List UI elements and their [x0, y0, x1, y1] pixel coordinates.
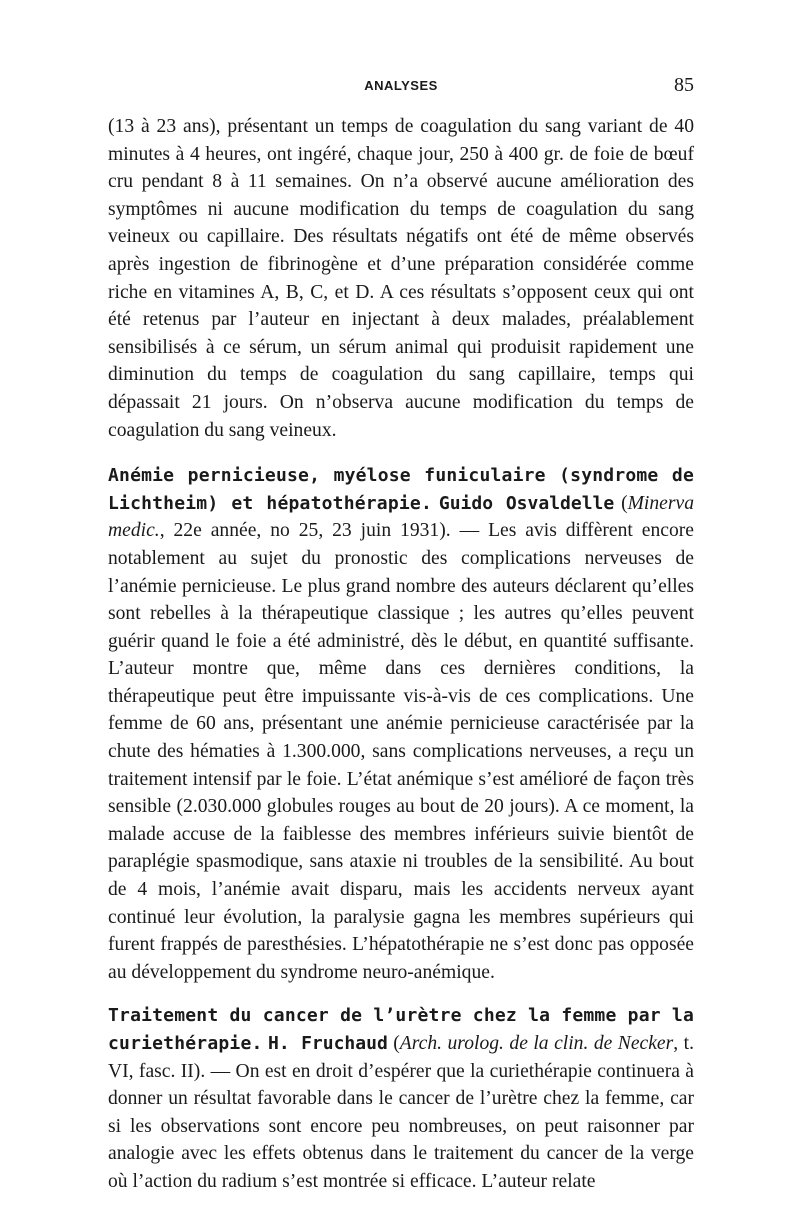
article-source: Minerva medic. [108, 492, 694, 542]
article-body: Les avis diffèrent encore notablement au sujet du pronostic des complications nerveuses de l’anémie pernicieuse. Le plus grand nombre des auteurs déclarent qu’elles sont rebelles à la thérapeutique classique ; les autres qu’elles peuvent guérir quand le foie a été administré, dès le début, en quantité suffisante. L’auteur montre que, même dans ces dernières conditions, la thérapeutique peut être impuissante vis-à-vis de ces complications. Une femme de 60 ans, présentant une anémie pernicieuse caractérisée par la chute des hématies à 1.300.000, sans complications nerveuses, a reçu un traitement intensif par le foie. L’état anémique s’est amélioré de façon très sensible (2.030.000 globules rouges au bout de 20 jours). A ce moment, la malade accuse de la faiblesse des membres inférieurs suivie bientôt de paraplégie spasmodique, sans ataxie ni troubles de la sensibilité. Au bout de 4 mois, l’anémie avait disparu, mais les accidents nerveux ayant continué leur évolution, la paralysie gagna les membres supérieurs qui furent frappés de paresthésies. L’hépatothérapie ne s’est donc pas opposée au développement du syndrome neuro-anémique. [108, 520, 694, 983]
body-text [108, 113, 694, 1212]
running-head [108, 74, 694, 102]
article-anemie-pernicieuse: Anémie pernicieuse, myélose funiculaire (syndrome de Lichtheim) et hépatothérapie. Guido Osvaldelle (Minerva medic., 22e année, no 25, 23 juin 1931). — Les avis diffèrent encore notablement au sujet du pronostic des complications nerveuses de l’anémie pernicieuse. Le plus grand nombre des auteurs déclarent qu’elles sont rebelles à la thérapeutique classique ; les autres qu’elles peuvent guérir quand le foie a été administré, dès le début, en quantité suffisante. L’auteur montre que, même dans ces dernières conditions, la thérapeutique peut être impuissante vis-à-vis de ces complications. Une femme de 60 ans, présentant une anémie pernicieuse caractérisée par la chute des hématies à 1.300.000, sans complications nerveuses, a reçu un traitement intensif par le foie. L’état anémique s’est amélioré de façon très sensible (2.030.000 globules rouges au bout de 20 jours). A ce moment, la malade accuse de la faiblesse des membres inférieurs suivie bientôt de paraplégie spasmodique, sans ataxie ni troubles de la sensibilité. Au bout de 4 mois, l’anémie avait disparu, mais les accidents nerveux ayant continué leur évolution, la paralysie gagna les membres supérieurs qui furent frappés de paresthésies. L’hépatothérapie ne s’est donc pas opposée au développement du syndrome neuro-anémique. [108, 465, 694, 983]
article-author: H. Fruchaud [268, 1033, 388, 1054]
continued-paragraph: (13 à 23 ans), présentant un temps de coagulation du sang variant de 40 minutes à 4 heures, ont ingéré, chaque jour, 250 à 400 gr. de foie de bœuf cru pendant 8 à 11 semaines. On n’a observé aucune amélioration des symptômes ni aucune modification du temps de coagulation du sang veineux ou capillaire. Des résultats négatifs ont été de même observés après ingestion de fibrinogène et d’une préparation considérée comme riche en vitamines A, B, C, et D. A ces résultats s’opposent ceux qui ont été retenus par l’auteur en injectant à deux malades, préalablement sensibilisés à ce sérum, un sérum animal qui produisit rapidement une diminution du temps de coagulation du sang capillaire, temps qui dépassait 21 jours. On n’observa aucune modification du temps de coagulation du sang veineux. [108, 116, 694, 441]
article-citation: , 22e année, no 25, 23 juin 1931). — [159, 520, 489, 542]
article-cancer-uretre: Traitement du cancer de l’urètre chez la femme par la curiethérapie. H. Fruchaud (Arch. urolog. de la clin. de Necker, t. VI, fasc. II). — On est en droit d’espérer que la curiethérapie continuera à donner un résultat favorable dans le cancer de l’urètre chez la femme, car si les observations sont encore peu nombreuses, on peut raisonner par analogie avec les effets obtenus dans le traitement du cancer de la verge où l’action du radium s’est montrée si efficace. L’auteur relate [108, 1005, 694, 1192]
article-author: Guido Osvaldelle [438, 492, 615, 514]
article-title: Traitement du cancer de l’urètre chez la femme par la curiethérapie. [108, 1005, 694, 1054]
page-number: 85 [674, 74, 694, 96]
article-source: Arch. urolog. de la clin. de Necker [399, 1033, 674, 1054]
article-title: Anémie pernicieuse, myélose funiculaire (syndrome de Lichtheim) et hépatothérapie. [108, 465, 694, 514]
running-head-title: ANALYSES [364, 78, 438, 93]
article-citation: , t. VI, fasc. II). — [108, 1033, 694, 1082]
article-body: On est en droit d’espérer que la curiethérapie continuera à donner un résultat favorable dans le cancer de l’urètre chez la femme, car si les observations sont encore peu nombreuses, on peut raisonner par analogie avec les effets obtenus dans le traitement du cancer de la verge où l’action du radium s’est montrée si efficace. L’auteur relate [108, 1060, 694, 1192]
